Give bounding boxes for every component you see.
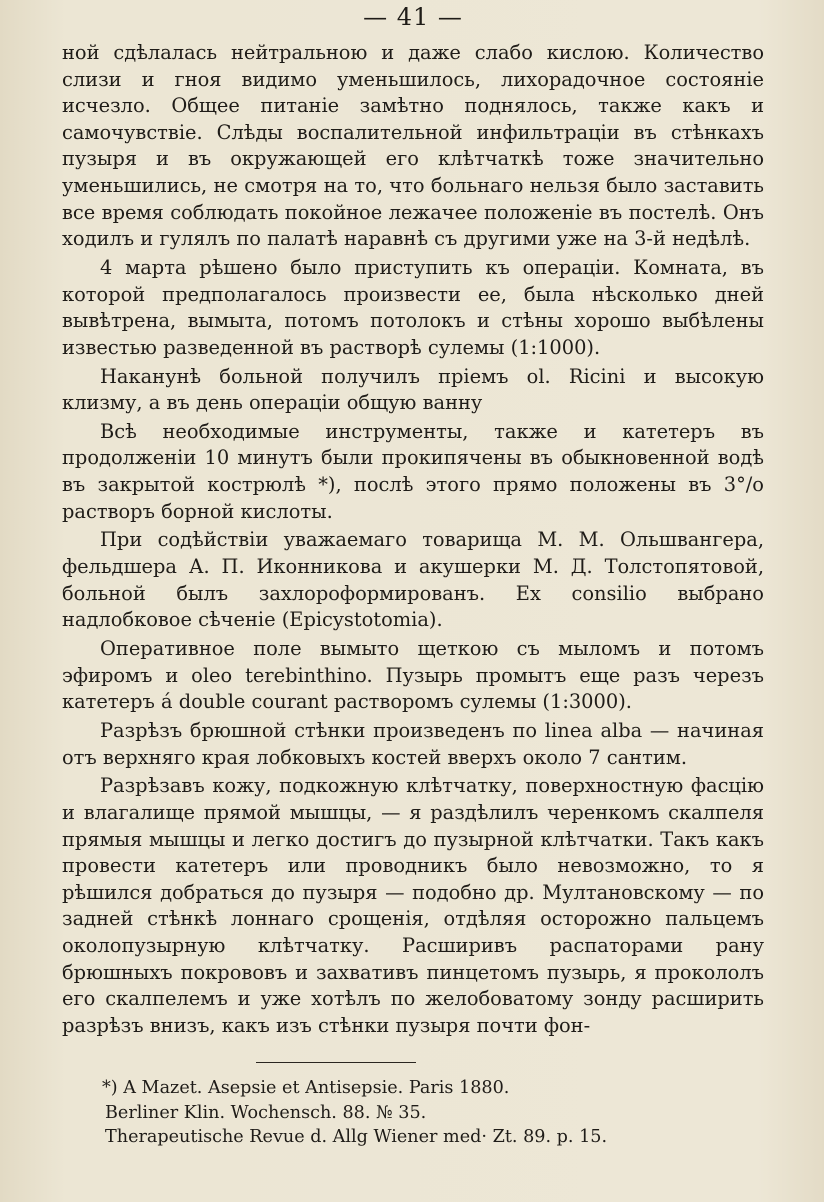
footnote: *) A Mazet. Asepsie et Antisepsie. Paris 1880. (102, 1078, 510, 1099)
paragraph: Всѣ необходимые инструменты, также и катетеръ въ продолженіи 10 минутъ были прокипячены въ обыкновенной водѣ въ закрытой кострюлѣ *), послѣ этого прямо положены въ 3°/о растворъ борной кислоты. (62, 419, 764, 523)
paragraph: ной сдѣлалась нейтральною и даже слабо кислою. Количество слизи и гноя видимо уменьшилось, лихорадочное состояніе исчезло. Общее питаніе замѣтно поднялось, также какъ и самочувствіе. Слѣды воспалительной инфильтраціи въ стѣнкахъ пузыря и въ окружающей его клѣтчаткѣ тоже значительно уменьшились, не смотря на то, что больнаго нельзя было заставить все время соблюдать покойное лежачее положеніе въ постелѣ. Онъ ходилъ и гулялъ по палатѣ наравнѣ съ другими уже на 3-й недѣлѣ. (62, 41, 764, 251)
footnote: Therapeutische Revue d. Allg Wiener med· Zt. 89. p. 15. (105, 1127, 608, 1148)
paragraph: При содѣйствіи уважаемаго товарища М. М. Ольшвангера, фельдшера А. П. Иконникова и акушерки М. Д. Толстопятовой, больной былъ захлороформированъ. Ex consilio выбрано надлобковое сѣченіе (Epicystotomia). (62, 528, 764, 632)
paragraph: Наканунѣ больной получилъ пріемъ ol. Ricini и высокую клизму, а въ день операціи общую ванну (62, 364, 764, 415)
footnote: Berliner Klin. Wochensch. 88. № 35. (105, 1102, 427, 1123)
paragraph: Оперативное поле вымыто щеткою съ мыломъ и потомъ эфиромъ и oleo terebinthino. Пузырь промытъ еще разъ черезъ катетеръ á double courant растворомъ сулемы (1:3000). (62, 637, 764, 714)
page-number: — 41 — (363, 3, 463, 31)
footnote-divider (256, 1062, 416, 1063)
paragraph: 4 марта рѣшено было приступить къ операціи. Комната, въ которой предполагалось произвести ее, была нѣсколько дней вывѣтрена, вымыта, потомъ потолокъ и стѣны хорошо выбѣлены известью разведенной въ растворѣ сулемы (1:1000). (62, 255, 764, 359)
footnotes (62, 1076, 764, 1150)
paragraph: Разрѣзавъ кожу, подкожную клѣтчатку, поверхностную фасцію и влагалище прямой мышцы, — я раздѣлилъ черенкомъ скалпеля прямыя мышцы и легко достигъ до пузырной клѣтчатки. Такъ какъ провести катетеръ или проводникъ было невозможно, то я рѣшился добраться до пузыря — подобно др. Мултановскому — по задней стѣнкѣ лоннаго срощенія, отдѣляя осторожно пальцемъ околопузырную клѣтчатку. Расширивъ распаторами рану брюшныхъ покрововъ и захвативъ пинцетомъ пузырь, я прокололъ его скалпелемъ и уже хотѣлъ по желобоватому зонду расширить разрѣзъ внизъ, какъ изъ стѣнки пузыря почти фон- (62, 774, 764, 1037)
paragraph: Разрѣзъ брюшной стѣнки произведенъ по linea alba — начиная отъ верхняго края лобковыхъ костей вверхъ около 7 сантим. (62, 718, 764, 769)
main-text (62, 40, 764, 1039)
